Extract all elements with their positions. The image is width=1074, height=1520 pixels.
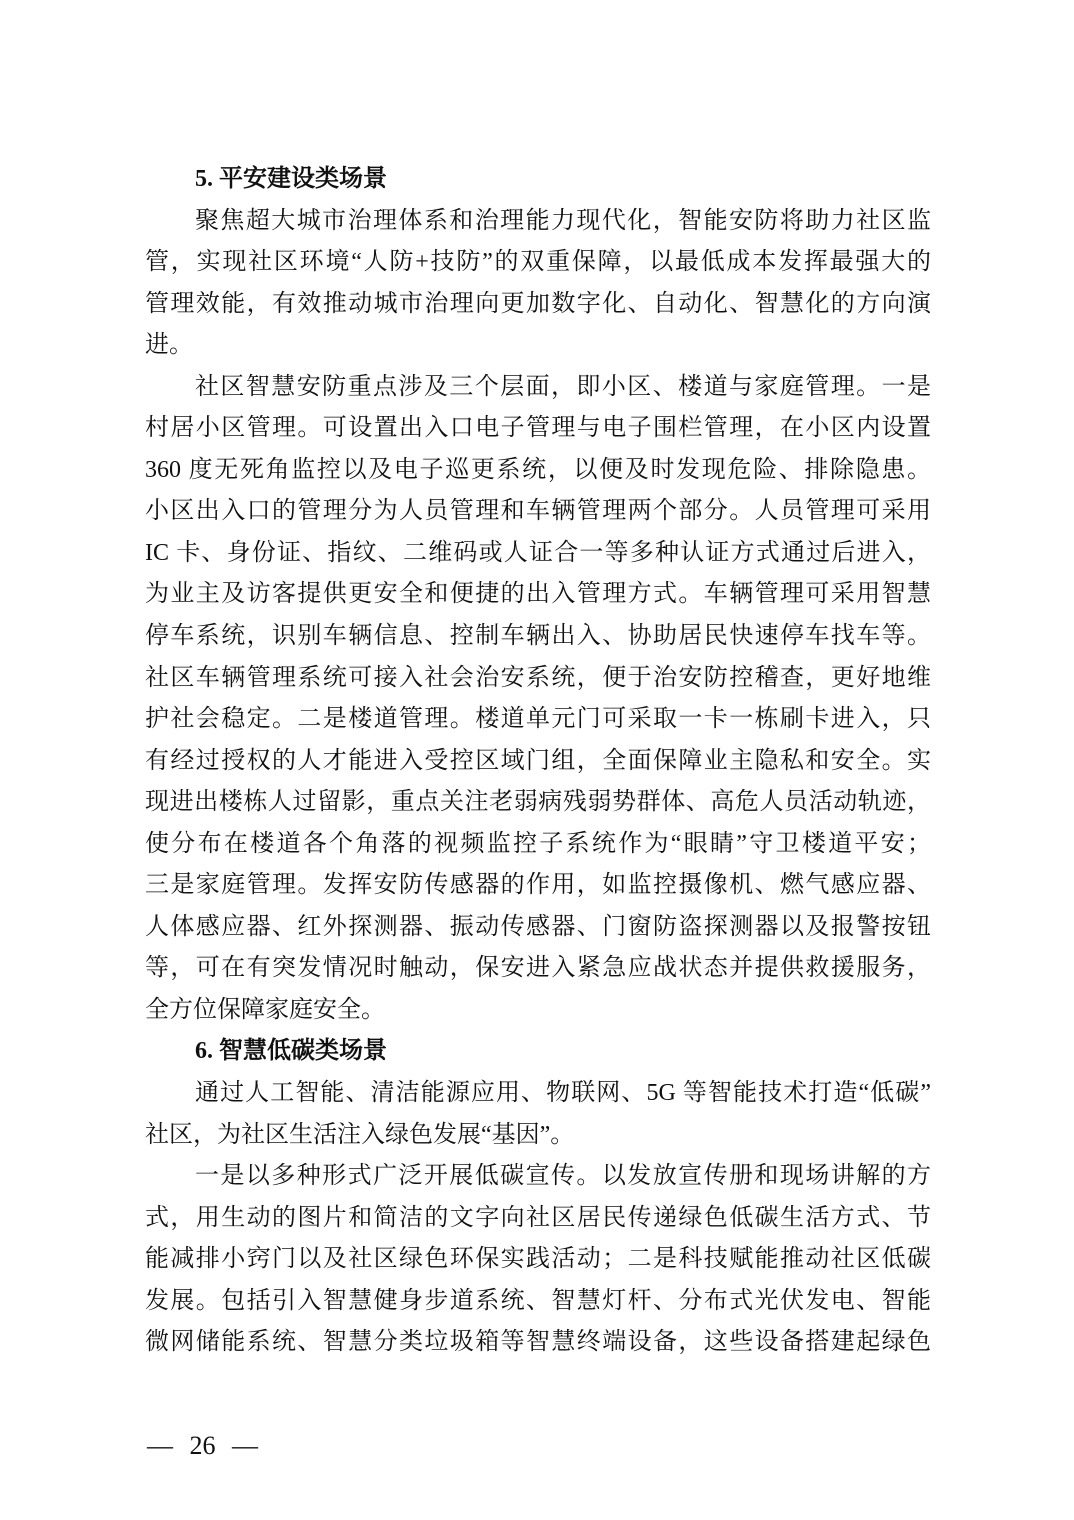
paragraph-line: 社区智慧安防重点涉及三个层面，即小区、楼道与家庭管理。一是 <box>195 373 931 400</box>
paragraph-line: 现进出楼栋人过留影，重点关注老弱病残弱势群体、高危人员活动轨迹， <box>145 789 931 816</box>
paragraph-line: 管理效能，有效推动城市治理向更加数字化、自动化、智慧化的方向演 <box>145 290 931 317</box>
paragraph-line: 通过人工智能、清洁能源应用、物联网、5G 等智能技术打造“低碳” <box>195 1080 931 1107</box>
paragraph-line: 微网储能系统、智慧分类垃圾箱等智慧终端设备，这些设备搭建起绿色 <box>145 1329 931 1356</box>
paragraph-line: 社区车辆管理系统可接入社会治安系统，便于治安防控稽查，更好地维 <box>145 664 931 691</box>
paragraph <box>145 1156 931 1364</box>
paragraph-line: 停车系统，识别车辆信息、控制车辆出入、协助居民快速停车找车等。 <box>145 623 931 650</box>
paragraph <box>145 367 931 1032</box>
paragraph-line: 等，可在有突发情况时触动，保安进入紧急应战状态并提供救援服务， <box>145 955 931 982</box>
paragraph-line: 为业主及访客提供更安全和便捷的出入管理方式。车辆管理可采用智慧 <box>145 581 931 608</box>
paragraph-line: IC 卡、身份证、指纹、二维码或人证合一等多种认证方式通过后进入， <box>145 539 931 566</box>
paragraph-line: 村居小区管理。可设置出入口电子管理与电子围栏管理，在小区内设置 <box>145 415 931 442</box>
paragraph-line: 聚焦超大城市治理体系和治理能力现代化，智能安防将助力社区监 <box>195 207 931 234</box>
paragraph-line: 进。 <box>145 332 193 359</box>
paragraph-line: 社区，为社区生活注入绿色发展“基因”。 <box>145 1121 575 1148</box>
paragraph-line: 能减排小窍门以及社区绿色环保实践活动；二是科技赋能推动社区低碳 <box>145 1246 931 1273</box>
paragraph-line: 有经过授权的人才能进入受控区域门组，全面保障业主隐私和安全。实 <box>145 747 931 774</box>
paragraph-line: 式，用生动的图片和简洁的文字向社区居民传递绿色低碳生活方式、节 <box>145 1204 931 1231</box>
paragraph <box>145 201 931 367</box>
section-heading: 5. 平安建设类场景 <box>195 166 387 192</box>
paragraph-line: 护社会稳定。二是楼道管理。楼道单元门可采取一卡一栋刷卡进入，只 <box>145 706 931 733</box>
paragraph-line: 使分布在楼道各个角落的视频监控子系统作为“眼睛”守卫楼道平安； <box>145 830 931 857</box>
body-text <box>145 159 931 1364</box>
paragraph-line: 360 度无死角监控以及电子巡更系统，以便及时发现危险、排除隐患。 <box>145 456 931 483</box>
paragraph-line: 一是以多种形式广泛开展低碳宣传。以发放宣传册和现场讲解的方 <box>195 1163 931 1190</box>
paragraph-line: 管，实现社区环境“人防+技防”的双重保障，以最低成本发挥最强大的 <box>145 249 931 276</box>
section-heading: 6. 智慧低碳类场景 <box>195 1038 387 1065</box>
paragraph <box>145 1073 931 1156</box>
section-safety <box>145 159 931 1031</box>
paragraph-line: 小区出入口的管理分为人员管理和车辆管理两个部分。人员管理可采用 <box>145 498 931 525</box>
paragraph-line: 发展。包括引入智慧健身步道系统、智慧灯杆、分布式光伏发电、智能 <box>145 1287 931 1314</box>
section-low-carbon <box>145 1031 931 1363</box>
paragraph-line: 三是家庭管理。发挥安防传感器的作用，如监控摄像机、燃气感应器、 <box>145 872 931 899</box>
page-number: — 26 — <box>147 1431 258 1460</box>
paragraph-line: 人体感应器、红外探测器、振动传感器、门窗防盗探测器以及报警按钮 <box>145 913 931 940</box>
paragraph-line: 全方位保障家庭安全。 <box>145 996 385 1023</box>
